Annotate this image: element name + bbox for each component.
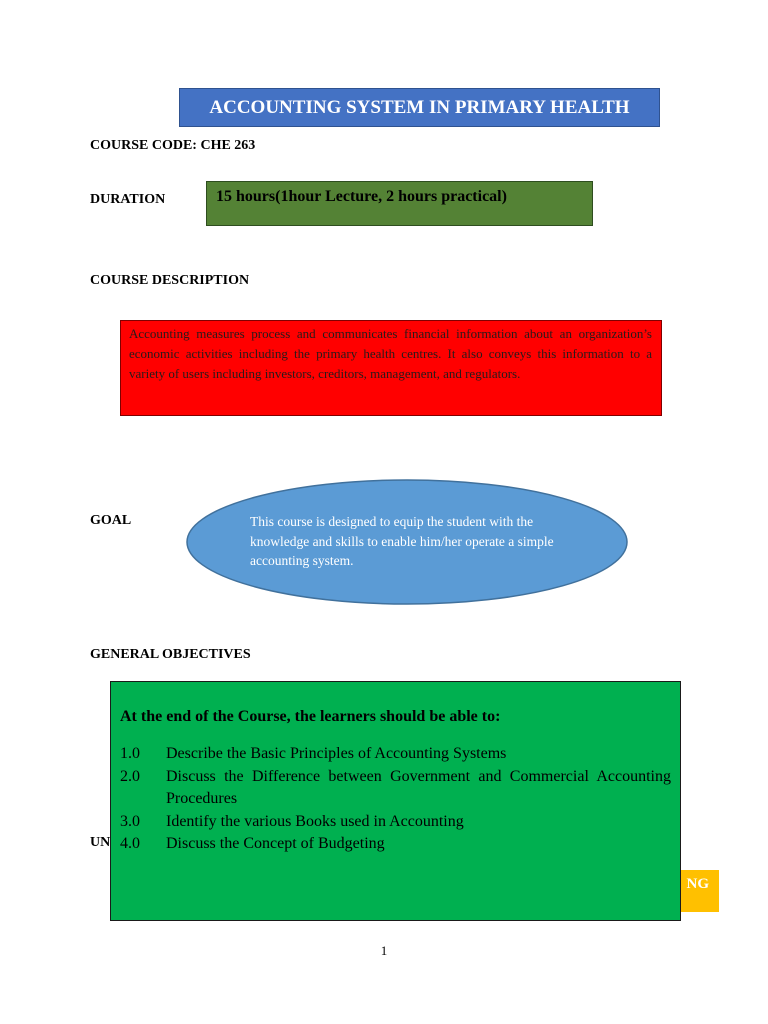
course-description-label: COURSE DESCRIPTION [90, 273, 250, 288]
partially-hidden-orange-text: NG [686, 876, 709, 892]
objective-item [120, 833, 671, 856]
objective-number: 4.0 [120, 835, 140, 852]
objective-number: 3.0 [120, 812, 140, 830]
objective-number: 1.0 [120, 745, 140, 762]
objective-number: 2.0 [120, 767, 140, 785]
objective-item [120, 766, 671, 811]
general-objectives-label: GENERAL OBJECTIVES [90, 647, 251, 662]
course-title: ACCOUNTING SYSTEM IN PRIMARY HEALTH [179, 88, 660, 127]
goal-text: This course is designed to equip the student with the knowledge and skills to enable him/her operate a simple accounting system. [250, 514, 554, 568]
partially-hidden-orange-box [678, 870, 719, 912]
objective-text: Identify the various Books used in Accounting [166, 812, 464, 830]
objectives-heading: At the end of the Course, the learners should be able to: [120, 708, 501, 725]
objective-text: Discuss the Difference between Government and Commercial Accounting Procedures [166, 767, 671, 807]
partially-hidden-heading: UN [90, 835, 111, 850]
objective-item [120, 743, 671, 766]
objective-item [120, 811, 671, 834]
course-code: COURSE CODE: CHE 263 [90, 138, 256, 153]
page-number: 1 [380, 943, 388, 958]
general-objectives-box [110, 681, 681, 921]
course-description-box: Accounting measures process and communicates financial information about an organization’s economic activities including the primary health centres. It also conveys this information to a variety of users including investors, creditors, management, and regulators. [120, 320, 662, 416]
goal-label: GOAL [90, 513, 132, 528]
duration-label: DURATION [90, 192, 166, 207]
duration-box: 15 hours(1hour Lecture, 2 hours practical) [206, 181, 593, 226]
objective-text: Discuss the Concept of Budgeting [166, 835, 385, 852]
objective-text: Describe the Basic Principles of Accounting Systems [166, 745, 507, 762]
